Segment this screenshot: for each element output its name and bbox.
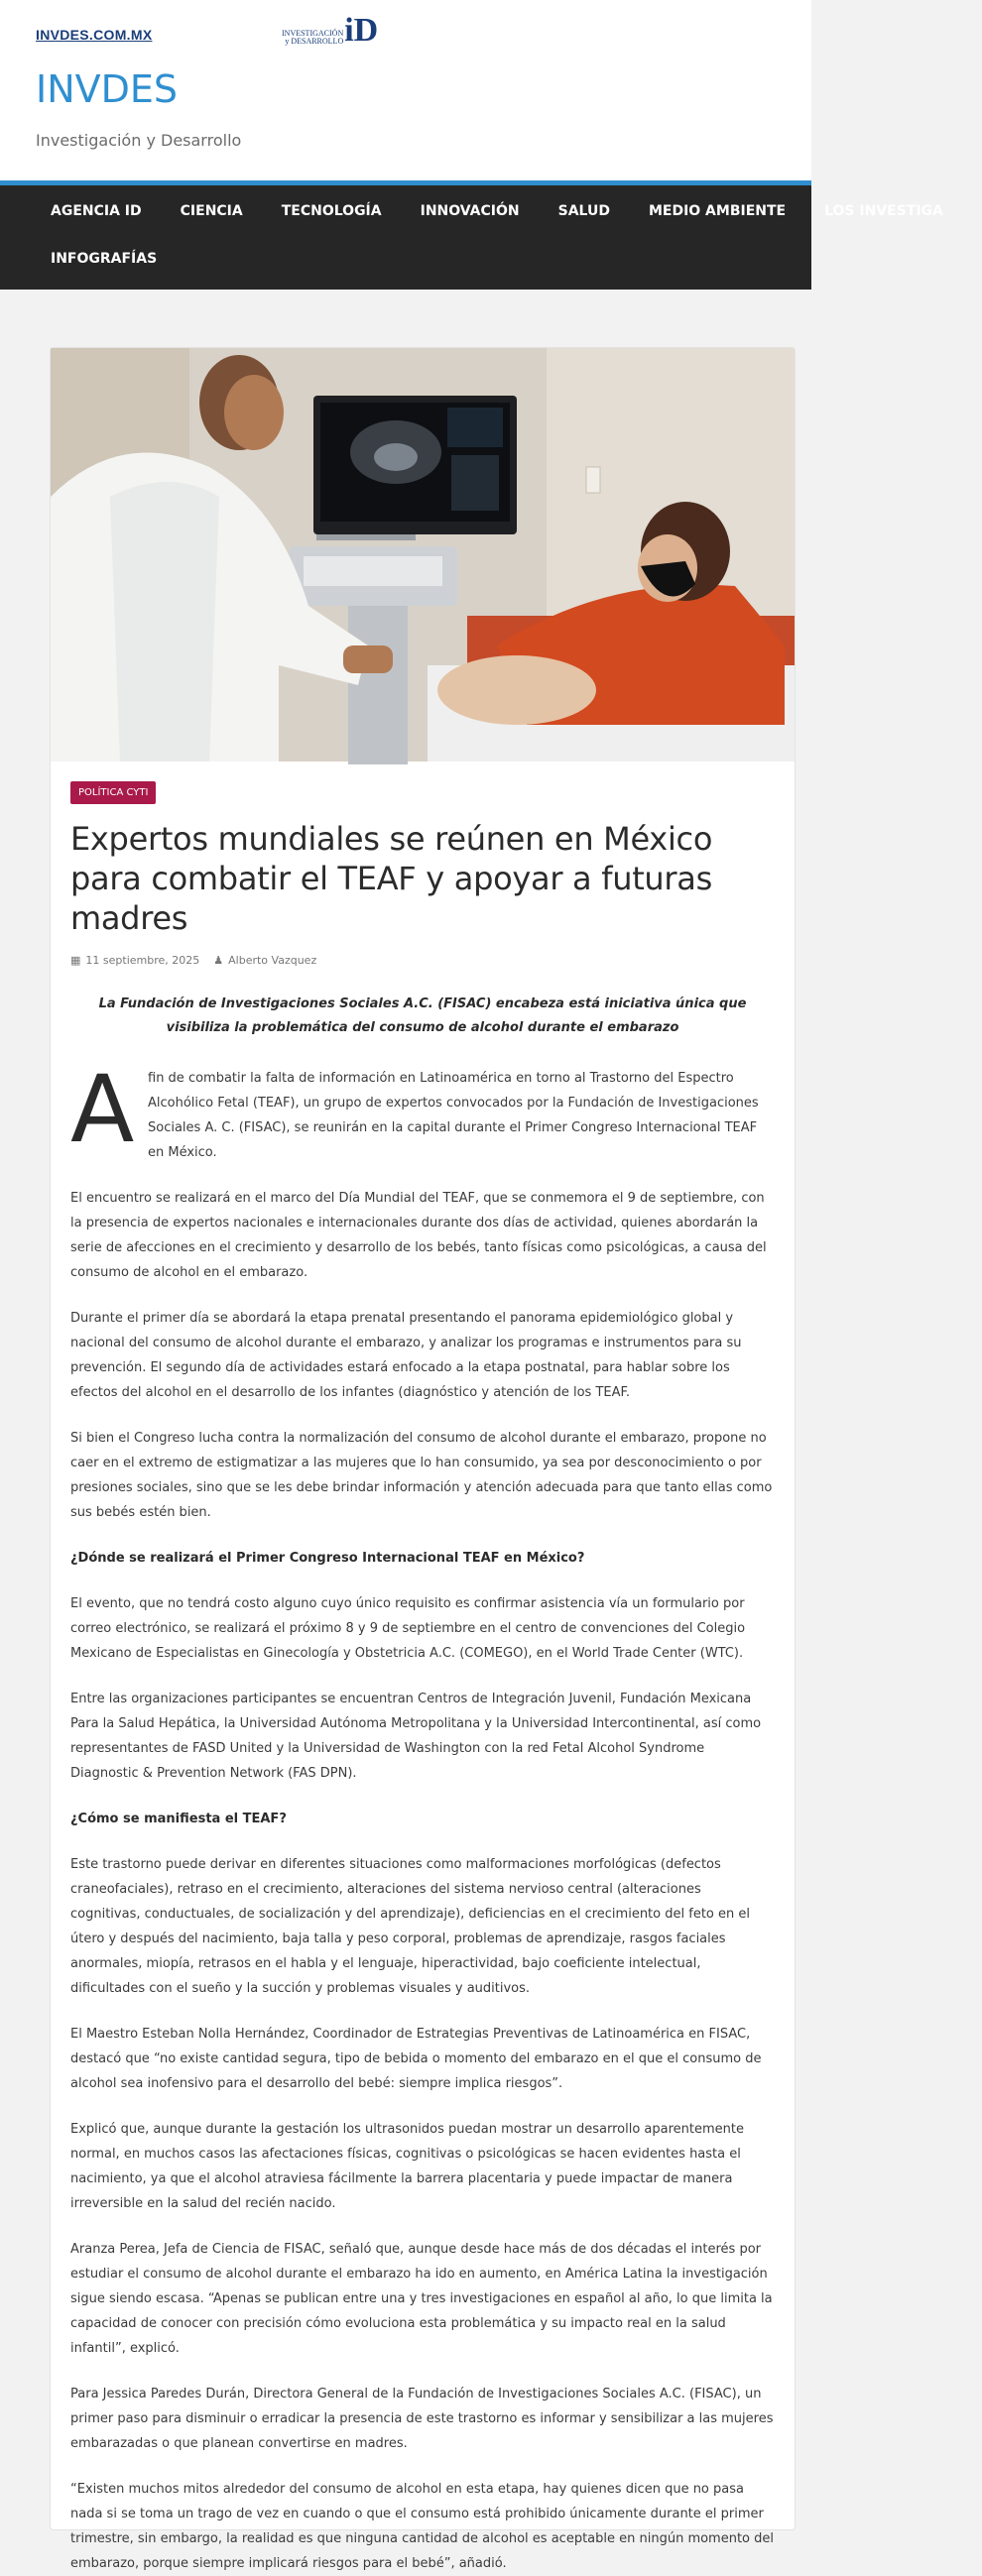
nav-item-ciencia[interactable]: CIENCIA <box>180 203 243 219</box>
paragraph: Entre las organizaciones participantes se encuentran Centros de Integración Juvenil, Fundación Mexicana Para la Salud Hepática, la Universidad Autónoma Metropolitana y la Universidad Intercontinental, así como representantes de FASD United y la Universidad de Washington con la red Fetal Alcohol Syndrome Diagnostic & Prevention Network (FAS DPN). <box>70 1692 762 1781</box>
id-logo-mark: iD <box>344 12 379 49</box>
paragraph: Este trastorno puede derivar en diferentes situaciones como malformaciones morfológicas (defectos craneofaciales), retraso en el crecimiento, alteraciones del sistema nervioso central (alteraciones cognitivas, conductuales, de socialización y del aprendizaje), deficiencias en el crecimiento del feto en el útero y después del nacimiento, baja talla y peso corporal, problemas de aprendizaje, rasgos faciales anormales, miopía, retrasos en el habla y el lenguaje, hiperactividad, bajo coeficiente intelectual, dificultades con el sueño y la succión y problemas visuales y auditivos. <box>70 1857 750 1996</box>
paragraph: “Existen muchos mitos alrededor del consumo de alcohol en esta etapa, hay quienes dicen que no pasa nada si se toma un trago de vez en cuando o que el consumo está prohibido únicamente durante el primer trimestre, sin embargo, la realidad es que ninguna cantidad de alcohol es aceptable en ningún momento del embarazo, porque siempre implicará riesgos para el bebé”, añadió. <box>70 2482 775 2571</box>
id-logo-subtitle: INVESTIGACIÓN y DESARROLLO <box>282 29 344 46</box>
section-heading: ¿Cómo se manifiesta el TEAF? <box>70 1812 287 1826</box>
site-tagline: Investigación y Desarrollo <box>36 131 242 150</box>
main-navigation <box>0 180 943 290</box>
paragraph: El evento, que no tendrá costo alguno cuyo único requisito es confirmar asistencia vía un formulario por correo electrónico, se realizará el próximo 8 y 9 de septiembre en el centro de convenciones del Colegio Mexicano de Especialistas en Ginecología y Obstetricia A.C. (COMEGO), en el World Trade Center (WTC). <box>70 1596 746 1661</box>
nav-row-2 <box>51 251 195 267</box>
category-badge[interactable]: POLÍTICA CYTI <box>70 781 156 804</box>
nav-item-innovacion[interactable]: INNOVACIÓN <box>420 203 520 219</box>
paragraph: Para Jessica Paredes Durán, Directora General de la Fundación de Investigaciones Sociales A.C. (FISAC), un primer paso para disminuir o erradicar la presencia de este trastorno es informar y sensibilizar a las mujeres embarazadas o que planean convertirse en madres. <box>70 2387 774 2451</box>
article-author[interactable]: Alberto Vazquez <box>228 954 317 967</box>
article-content <box>51 761 795 2576</box>
nav-item-agencia-id[interactable]: AGENCIA ID <box>51 203 142 219</box>
drop-cap: A <box>70 1056 135 1164</box>
nav-row-1 <box>51 203 982 219</box>
nav-item-infografias[interactable]: INFOGRAFÍAS <box>51 251 158 267</box>
nav-item-los-investigadores[interactable]: LOS INVESTIGA <box>824 203 943 219</box>
calendar-icon: ▦ <box>70 954 81 967</box>
featured-image[interactable] <box>51 348 795 761</box>
ultrasound-scene-image <box>51 348 795 761</box>
site-title[interactable]: INVDES <box>36 67 179 111</box>
id-logo[interactable] <box>282 12 379 49</box>
invdes-logo-link[interactable]: INVDES.COM.MX <box>36 27 153 43</box>
first-paragraph: fin de combatir la falta de información en Latinoamérica en torno al Trastorno del Espectro Alcohólico Fetal (TEAF), un grupo de expertos convocados por la Fundación de Investigaciones Sociales A. C. (FISAC), se reunirán en la capital durante el Primer Congreso Internacional TEAF en México. <box>148 1071 759 1160</box>
first-paragraph-block <box>70 1056 775 1165</box>
nav-item-salud[interactable]: SALUD <box>557 203 610 219</box>
article-title: Expertos mundiales se reúnen en México para combatir el TEAF y apoyar a futuras madres <box>70 820 713 937</box>
paragraph: Durante el primer día se abordará la etapa prenatal presentando el panorama epidemiológico global y nacional del consumo de alcohol durante el embarazo, y analizar los programas e instrumentos para su prevención. El segundo día de actividades estará enfocado a la etapa postnatal, para hablar sobre los efectos del alcohol en el desarrollo de los infantes (diagnóstico y atención de los TEAF. <box>70 1311 742 1400</box>
site-header <box>0 0 811 180</box>
paragraph: Si bien el Congreso lucha contra la normalización del consumo de alcohol durante el embarazo, propone no caer en el extremo de estigmatizar a las mujeres que lo han consumido, ya sea por desconocimiento o por presiones sociales, sino que se les debe brindar información y atención adecuada para que tanto ellas como sus bebés estén bien. <box>70 1431 773 1520</box>
section-heading: ¿Dónde se realizará el Primer Congreso Internacional TEAF en México? <box>70 1551 585 1566</box>
article-lead: La Fundación de Investigaciones Sociales A.C. (FISAC) encabeza está iniciativa única que visibiliza la problemática del consumo de alcohol durante el embarazo <box>98 996 747 1035</box>
paragraph: El encuentro se realizará en el marco del Día Mundial del TEAF, que se conmemora el 9 de septiembre, con la presencia de expertos nacionales e internacionales durante dos días de actividad, quienes abordarán la serie de afecciones en el crecimiento y desarrollo de los bebés, tanto físicas como psicológicas, a causa del consumo de alcohol en el embarazo. <box>70 1191 767 1280</box>
article-card <box>50 347 796 2571</box>
nav-item-tecnologia[interactable]: TECNOLOGÍA <box>281 203 382 219</box>
paragraph: Aranza Perea, Jefa de Ciencia de FISAC, señaló que, aunque desde hace más de dos décadas el interés por estudiar el consumo de alcohol durante el embarazo ha ido en aumento, en América Latina la investigación sigue siendo escasa. “Apenas se publican entre una y tres investigaciones en español al año, lo que limita la capacidad de conocer con precisión cómo evoluciona esta problemática y su impacto real en la salud infantil”, explicó. <box>70 2242 773 2356</box>
paragraph: El Maestro Esteban Nolla Hernández, Coordinador de Estrategias Preventivas de Latinoamérica en FISAC, destacó que “no existe cantidad segura, tipo de bebida o momento del embarazo en el que el consumo de alcohol sea inofensivo para el desarrollo del bebé: siempre implica riesgos”. <box>70 2027 762 2091</box>
user-icon: ♟ <box>213 954 224 967</box>
nav-item-medio-ambiente[interactable]: MEDIO AMBIENTE <box>648 203 787 219</box>
logo-row <box>36 12 379 50</box>
article-meta <box>70 954 775 967</box>
paragraph: Explicó que, aunque durante la gestación los ultrasonidos puedan mostrar un desarrollo aparentemente normal, en muchos casos las afectaciones físicas, cognitivas o psicológicas se hacen evidentes hasta el nacimiento, ya que el alcohol atraviesa fácilmente la barrera placentaria y puede impactar de manera irreversible en la salud del recién nacido. <box>70 2122 744 2211</box>
article-date[interactable]: 11 septiembre, 2025 <box>85 954 200 967</box>
